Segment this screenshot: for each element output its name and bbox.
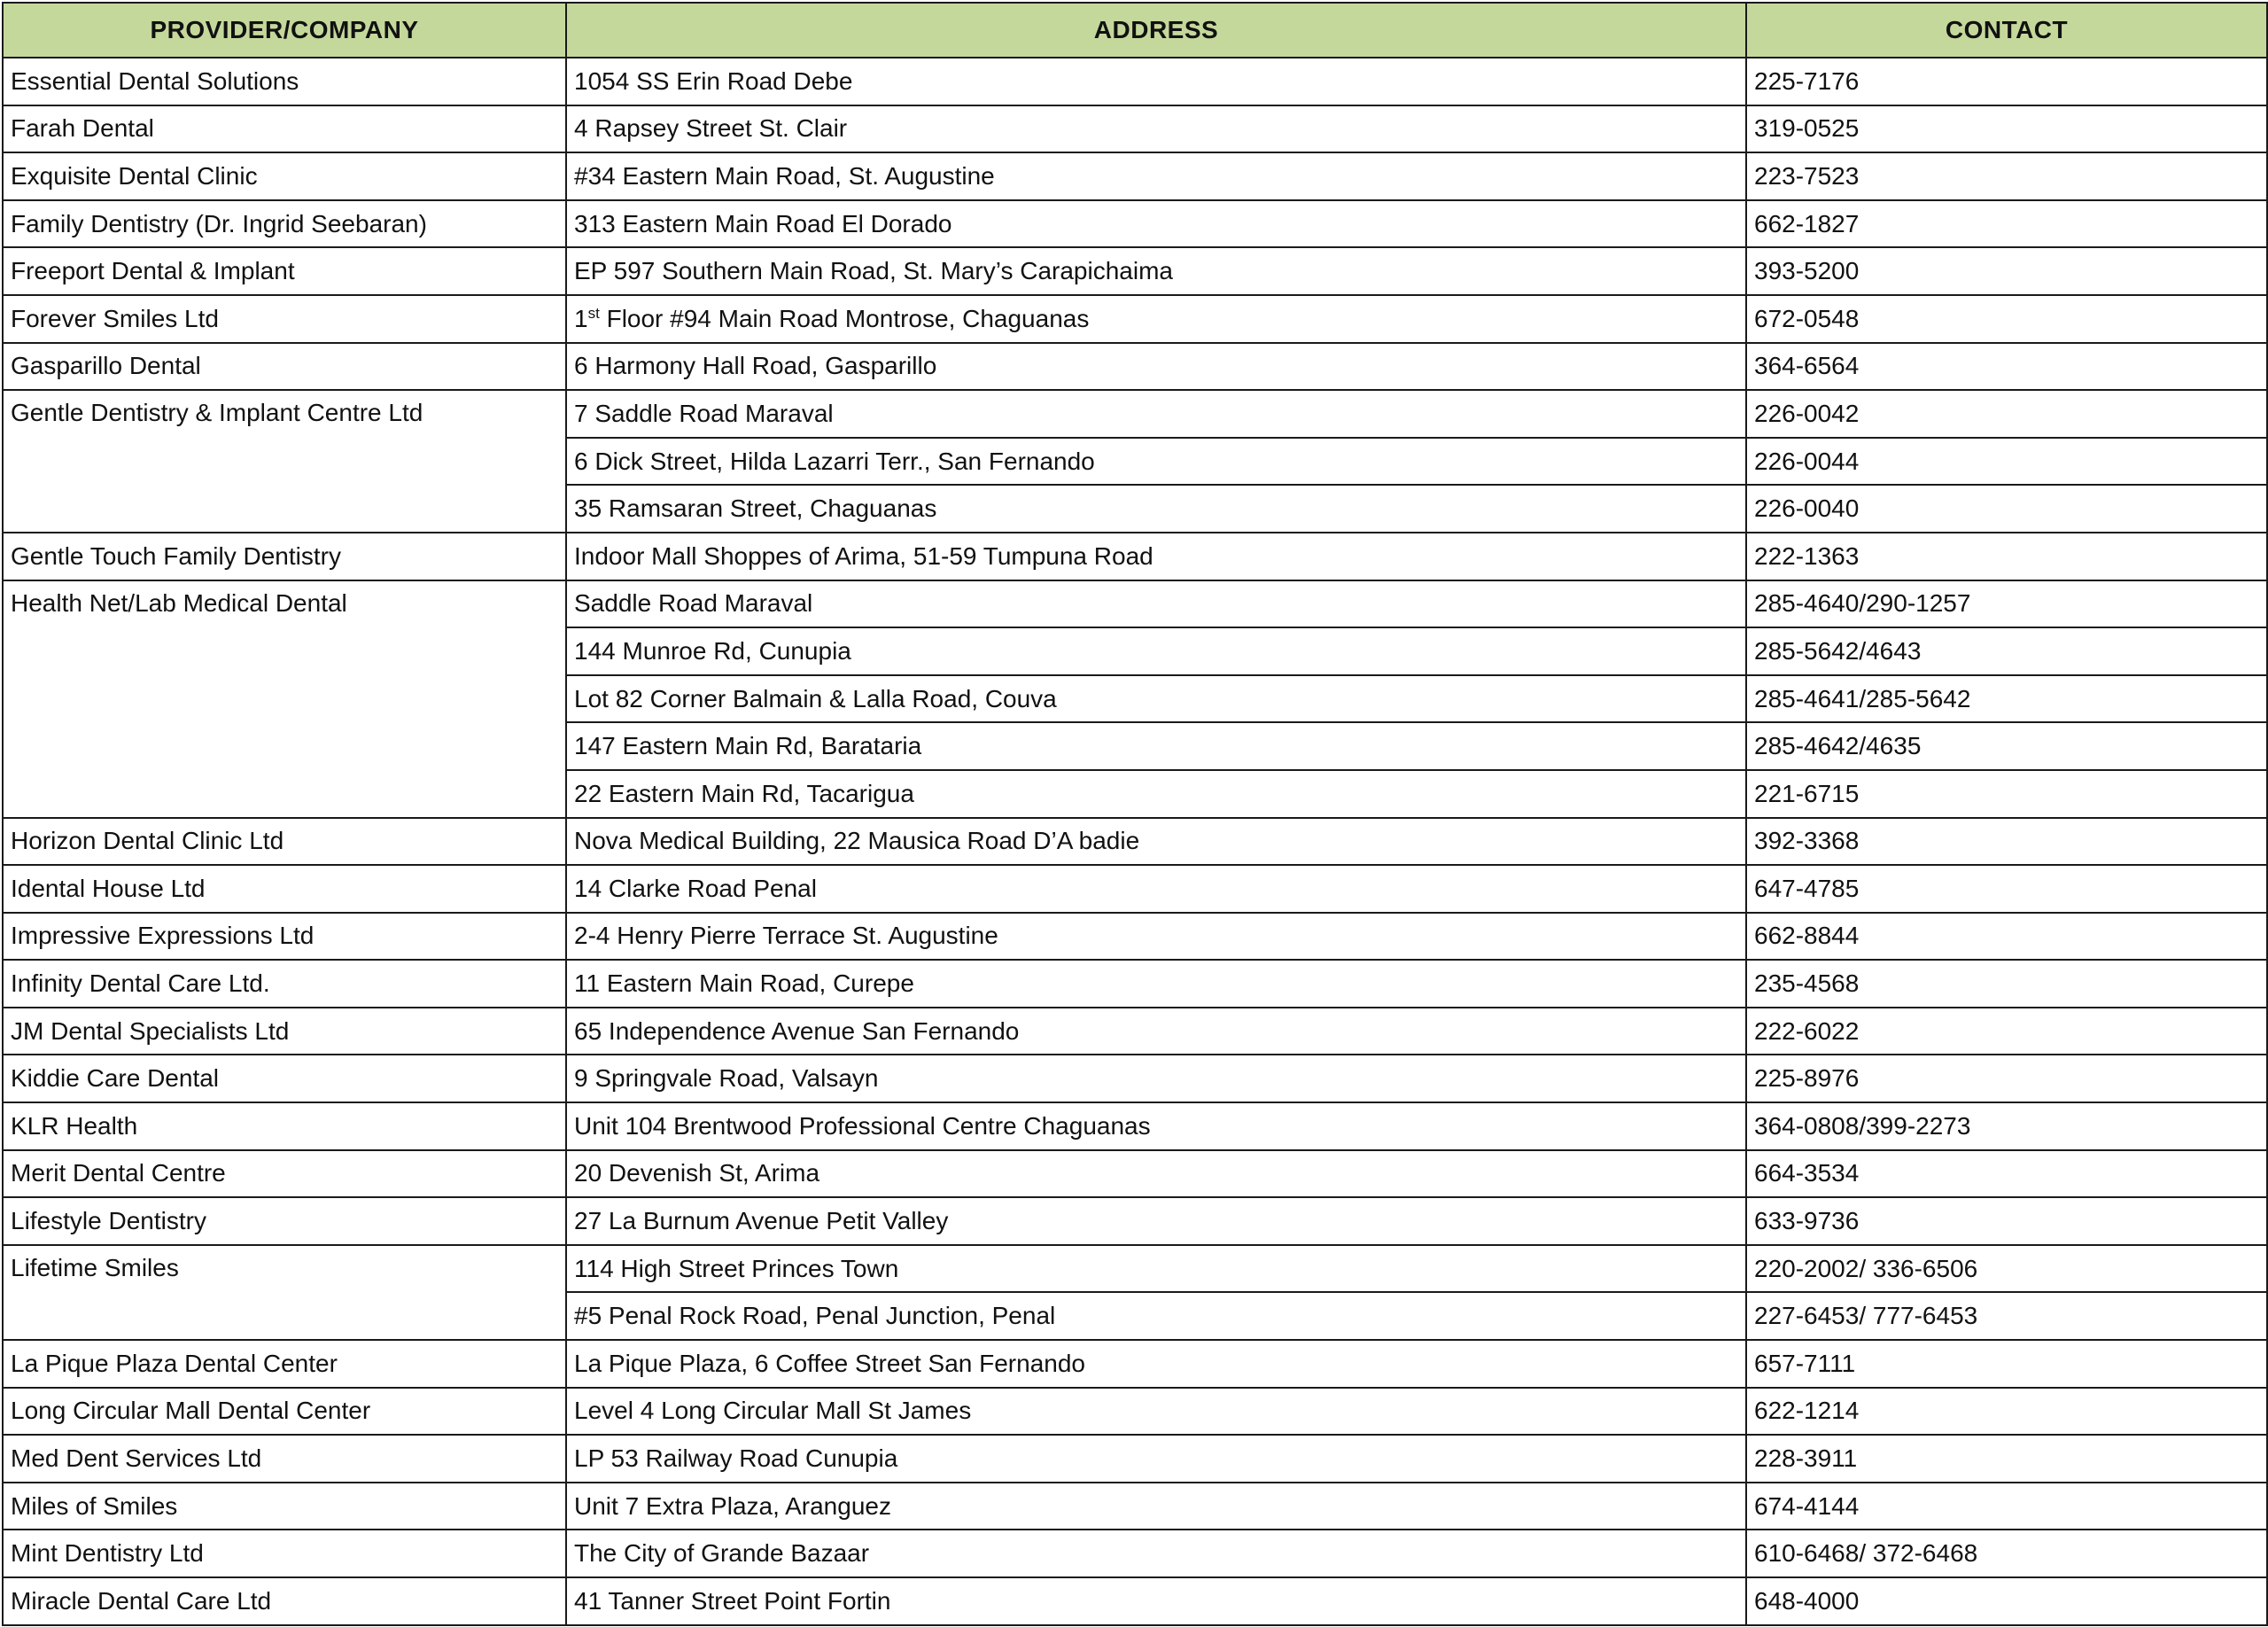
table-row <box>3 1530 2267 1577</box>
contact-cell: 364-6564 <box>1746 343 2267 391</box>
address-cell: 9 Springvale Road, Valsayn <box>566 1055 1746 1102</box>
contact-cell: 285-4642/4635 <box>1746 722 2267 770</box>
address-cell: 41 Tanner Street Point Fortin <box>566 1577 1746 1625</box>
address-cell: 4 Rapsey Street St. Clair <box>566 105 1746 153</box>
provider-cell: Merit Dental Centre <box>3 1150 566 1198</box>
provider-cell: Exquisite Dental Clinic <box>3 152 566 200</box>
contact-cell: 633-9736 <box>1746 1197 2267 1245</box>
table-row <box>3 1435 2267 1483</box>
provider-cell: Mint Dentistry Ltd <box>3 1530 566 1577</box>
table-body <box>3 58 2267 1625</box>
address-cell: 22 Eastern Main Rd, Tacarigua <box>566 770 1746 818</box>
table-row <box>3 1340 2267 1388</box>
provider-cell: Farah Dental <box>3 105 566 153</box>
table-row <box>3 960 2267 1008</box>
provider-cell: Health Net/Lab Medical Dental <box>3 580 566 818</box>
provider-cell: KLR Health <box>3 1102 566 1150</box>
table-row <box>3 295 2267 343</box>
provider-cell: Med Dent Services Ltd <box>3 1435 566 1483</box>
contact-cell: 235-4568 <box>1746 960 2267 1008</box>
header-address: ADDRESS <box>566 3 1746 58</box>
address-cell: 1054 SS Erin Road Debe <box>566 58 1746 105</box>
contact-cell: 672-0548 <box>1746 295 2267 343</box>
table-row <box>3 1388 2267 1436</box>
contact-cell: 648-4000 <box>1746 1577 2267 1625</box>
table-row <box>3 200 2267 248</box>
address-cell: 313 Eastern Main Road El Dorado <box>566 200 1746 248</box>
address-cell: 27 La Burnum Avenue Petit Valley <box>566 1197 1746 1245</box>
address-cell: Indoor Mall Shoppes of Arima, 51-59 Tumpuna Road <box>566 533 1746 580</box>
contact-cell: 662-8844 <box>1746 913 2267 961</box>
contact-cell: 610-6468/ 372-6468 <box>1746 1530 2267 1577</box>
contact-cell: 225-8976 <box>1746 1055 2267 1102</box>
header-contact: CONTACT <box>1746 3 2267 58</box>
address-cell: 11 Eastern Main Road, Curepe <box>566 960 1746 1008</box>
provider-cell: Long Circular Mall Dental Center <box>3 1388 566 1436</box>
address-cell: 114 High Street Princes Town <box>566 1245 1746 1293</box>
contact-cell: 664-3534 <box>1746 1150 2267 1198</box>
table-row <box>3 533 2267 580</box>
address-cell: #34 Eastern Main Road, St. Augustine <box>566 152 1746 200</box>
address-cell: Lot 82 Corner Balmain & Lalla Road, Couva <box>566 675 1746 723</box>
table-row <box>3 247 2267 295</box>
contact-cell: 622-1214 <box>1746 1388 2267 1436</box>
header-provider: PROVIDER/COMPANY <box>3 3 566 58</box>
address-cell: 6 Harmony Hall Road, Gasparillo <box>566 343 1746 391</box>
provider-cell: La Pique Plaza Dental Center <box>3 1340 566 1388</box>
provider-cell: Lifestyle Dentistry <box>3 1197 566 1245</box>
table-row <box>3 913 2267 961</box>
contact-cell: 226-0040 <box>1746 485 2267 533</box>
contact-cell: 226-0044 <box>1746 438 2267 486</box>
contact-cell: 364-0808/399-2273 <box>1746 1102 2267 1150</box>
provider-cell: Lifetime Smiles <box>3 1245 566 1340</box>
table-row <box>3 1483 2267 1530</box>
contact-cell: 285-5642/4643 <box>1746 627 2267 675</box>
address-cell: La Pique Plaza, 6 Coffee Street San Fernando <box>566 1340 1746 1388</box>
table-row <box>3 343 2267 391</box>
provider-cell: Idental House Ltd <box>3 865 566 913</box>
address-cell: 144 Munroe Rd, Cunupia <box>566 627 1746 675</box>
contact-cell: 393-5200 <box>1746 247 2267 295</box>
contact-cell: 227-6453/ 777-6453 <box>1746 1292 2267 1340</box>
contact-cell: 657-7111 <box>1746 1340 2267 1388</box>
provider-cell: Gentle Touch Family Dentistry <box>3 533 566 580</box>
header-row <box>3 3 2267 58</box>
table-row <box>3 1102 2267 1150</box>
address-cell: 14 Clarke Road Penal <box>566 865 1746 913</box>
address-ordinal-suffix: st <box>587 304 600 322</box>
table-row <box>3 105 2267 153</box>
address-cell: 35 Ramsaran Street, Chaguanas <box>566 485 1746 533</box>
contact-cell: 647-4785 <box>1746 865 2267 913</box>
contact-cell: 223-7523 <box>1746 152 2267 200</box>
address-cell: 65 Independence Avenue San Fernando <box>566 1008 1746 1055</box>
address-cell: Level 4 Long Circular Mall St James <box>566 1388 1746 1436</box>
contact-cell: 392-3368 <box>1746 818 2267 866</box>
contact-cell: 226-0042 <box>1746 390 2267 438</box>
table-row <box>3 1150 2267 1198</box>
provider-cell: Infinity Dental Care Ltd. <box>3 960 566 1008</box>
table-row <box>3 390 2267 438</box>
contact-cell: 221-6715 <box>1746 770 2267 818</box>
address-cell: #5 Penal Rock Road, Penal Junction, Penal <box>566 1292 1746 1340</box>
contact-cell: 222-1363 <box>1746 533 2267 580</box>
provider-cell: JM Dental Specialists Ltd <box>3 1008 566 1055</box>
contact-cell: 285-4640/290-1257 <box>1746 580 2267 628</box>
address-cell: Unit 7 Extra Plaza, Aranguez <box>566 1483 1746 1530</box>
provider-cell: Kiddie Care Dental <box>3 1055 566 1102</box>
address-cell: The City of Grande Bazaar <box>566 1530 1746 1577</box>
contact-cell: 674-4144 <box>1746 1483 2267 1530</box>
table-row <box>3 1055 2267 1102</box>
table-row <box>3 1197 2267 1245</box>
address-cell: Nova Medical Building, 22 Mausica Road D’A badie <box>566 818 1746 866</box>
provider-cell: Miracle Dental Care Ltd <box>3 1577 566 1625</box>
provider-cell: Horizon Dental Clinic Ltd <box>3 818 566 866</box>
address-cell: Saddle Road Maraval <box>566 580 1746 628</box>
table-row <box>3 1008 2267 1055</box>
contact-cell: 220-2002/ 336-6506 <box>1746 1245 2267 1293</box>
contact-cell: 222-6022 <box>1746 1008 2267 1055</box>
provider-cell: Freeport Dental & Implant <box>3 247 566 295</box>
address-prefix: 1 <box>574 304 588 332</box>
address-cell: LP 53 Railway Road Cunupia <box>566 1435 1746 1483</box>
table-row <box>3 1245 2267 1293</box>
table-row <box>3 818 2267 866</box>
provider-cell: Gentle Dentistry & Implant Centre Ltd <box>3 390 566 533</box>
provider-cell: Family Dentistry (Dr. Ingrid Seebaran) <box>3 200 566 248</box>
address-cell: Unit 104 Brentwood Professional Centre Chaguanas <box>566 1102 1746 1150</box>
provider-cell: Essential Dental Solutions <box>3 58 566 105</box>
contact-cell: 228-3911 <box>1746 1435 2267 1483</box>
table-row <box>3 865 2267 913</box>
dental-providers-table <box>2 2 2268 1626</box>
provider-cell: Gasparillo Dental <box>3 343 566 391</box>
contact-cell: 662-1827 <box>1746 200 2267 248</box>
address-cell: 2-4 Henry Pierre Terrace St. Augustine <box>566 913 1746 961</box>
table-row <box>3 152 2267 200</box>
provider-cell: Forever Smiles Ltd <box>3 295 566 343</box>
address-cell <box>566 295 1746 343</box>
table-row <box>3 58 2267 105</box>
provider-cell: Impressive Expressions Ltd <box>3 913 566 961</box>
contact-cell: 319-0525 <box>1746 105 2267 153</box>
address-cell: 6 Dick Street, Hilda Lazarri Terr., San Fernando <box>566 438 1746 486</box>
table-header <box>3 3 2267 58</box>
address-cell: 7 Saddle Road Maraval <box>566 390 1746 438</box>
address-cell: EP 597 Southern Main Road, St. Mary’s Carapichaima <box>566 247 1746 295</box>
address-text: Floor #94 Main Road Montrose, Chaguanas <box>599 304 1090 332</box>
address-cell: 147 Eastern Main Rd, Barataria <box>566 722 1746 770</box>
contact-cell: 225-7176 <box>1746 58 2267 105</box>
table-row <box>3 1577 2267 1625</box>
address-cell: 20 Devenish St, Arima <box>566 1150 1746 1198</box>
table-row <box>3 580 2267 628</box>
contact-cell: 285-4641/285-5642 <box>1746 675 2267 723</box>
provider-cell: Miles of Smiles <box>3 1483 566 1530</box>
